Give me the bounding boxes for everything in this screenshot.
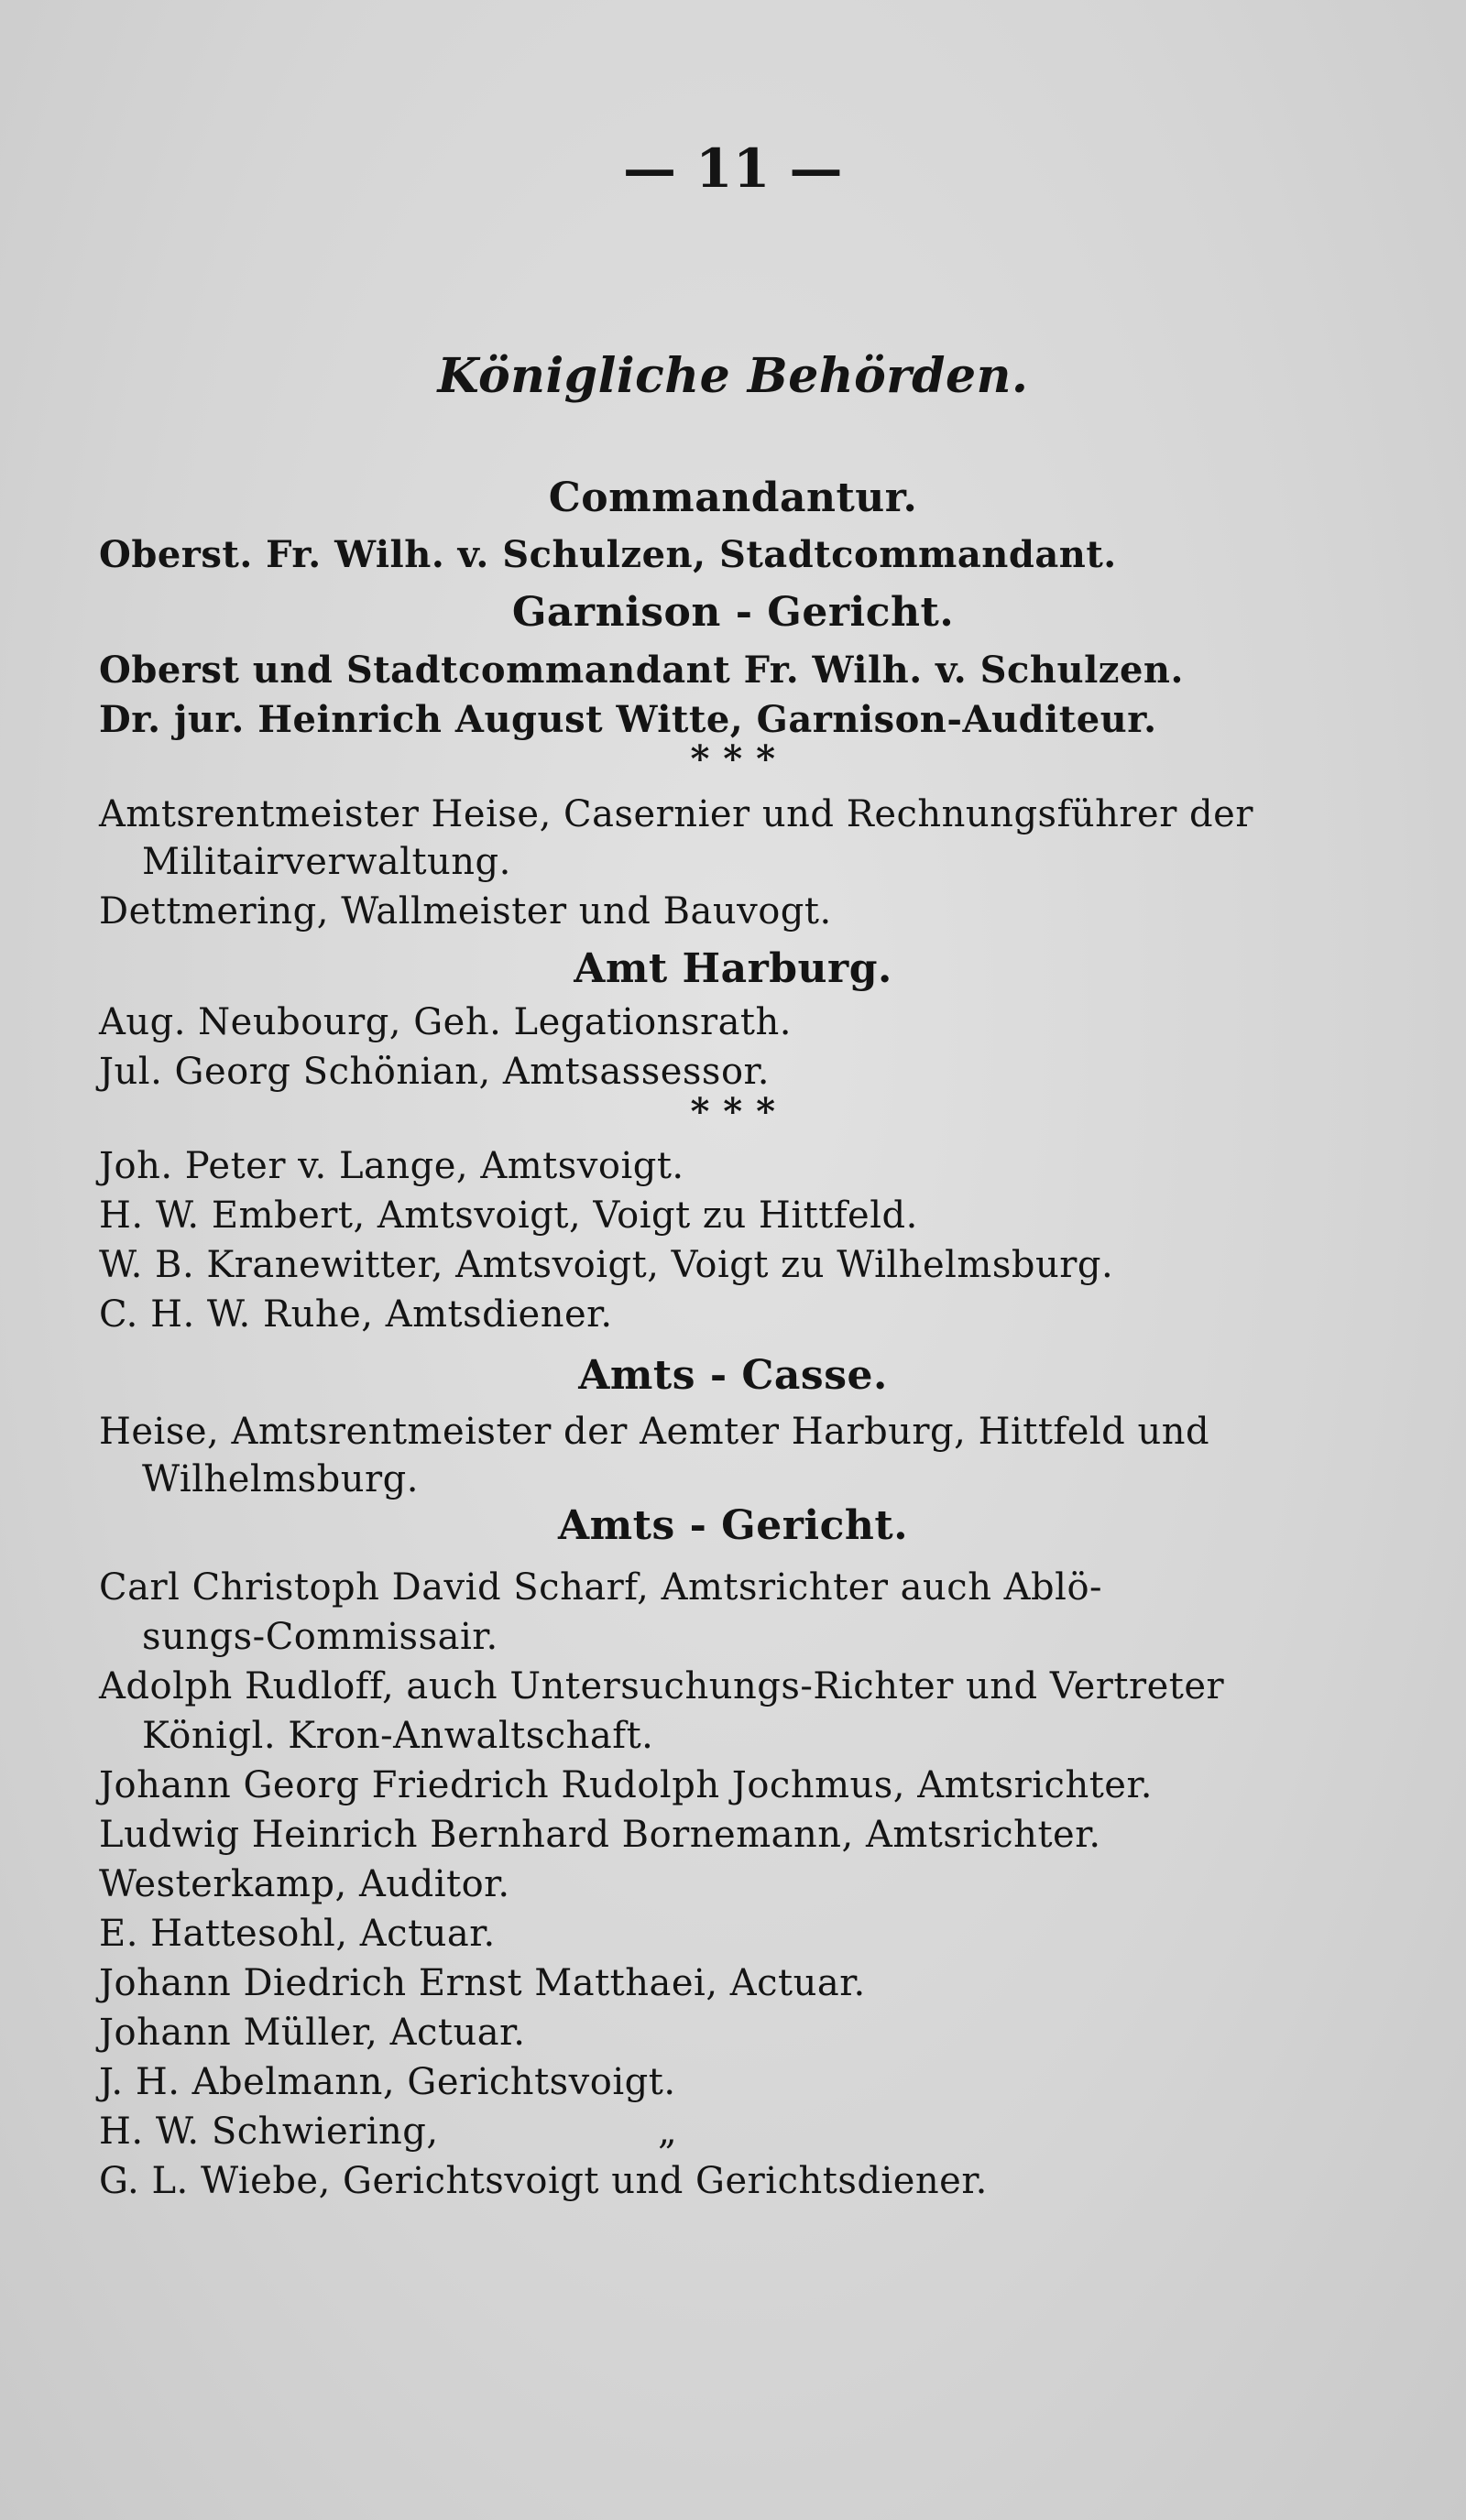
- entry-line: Oberst und Stadtcommandant Fr. Wilh. v. Schulzen.: [99, 649, 1184, 692]
- entry-line: G. L. Wiebe, Gerichtsvoigt und Gerichtsdiener.: [99, 2160, 988, 2202]
- entry-line-continuation: sungs-Commissair.: [142, 1616, 498, 1658]
- entry-line: Joh. Peter v. Lange, Amtsvoigt.: [99, 1145, 684, 1187]
- entry-line: Carl Christoph David Scharf, Amtsrichter auch Ablö-: [99, 1566, 1103, 1609]
- section-heading-garnison-gericht: Garnison - Gericht.: [511, 589, 955, 636]
- ditto-mark: „: [658, 2111, 678, 2153]
- section-heading-amt-harburg: Amt Harburg.: [574, 945, 892, 992]
- entry-line: Amtsrentmeister Heise, Casernier und Rechnungsführer der: [99, 793, 1253, 835]
- page-title: Königliche Behörden.: [437, 348, 1029, 404]
- entry-line: Johann Müller, Actuar.: [99, 2012, 526, 2054]
- entry-line: E. Hattesohl, Actuar.: [99, 1913, 496, 1955]
- entry-line: Heise, Amtsrentmeister der Aemter Harburg, Hittfeld und: [99, 1411, 1210, 1453]
- entry-line: Ludwig Heinrich Bernhard Bornemann, Amtsrichter.: [99, 1814, 1101, 1856]
- entry-line: Dr. jur. Heinrich August Witte, Garnison-Auditeur.: [99, 698, 1157, 741]
- entry-name: H. W. Schwiering,: [99, 2111, 439, 2153]
- asterisk-separator: * * *: [690, 1090, 776, 1133]
- entry-line: Westerkamp, Auditor.: [99, 1863, 510, 1905]
- entry-line: Johann Georg Friedrich Rudolph Jochmus, Amtsrichter.: [99, 1764, 1153, 1806]
- section-heading-amts-casse: Amts - Casse.: [578, 1352, 888, 1399]
- section-heading-commandantur: Commandantur.: [548, 475, 918, 521]
- entry-line: J. H. Abelmann, Gerichtsvoigt.: [99, 2061, 676, 2103]
- entry-line: Johann Diedrich Ernst Matthaei, Actuar.: [99, 1962, 866, 2004]
- entry-line: C. H. W. Ruhe, Amtsdiener.: [99, 1293, 613, 1336]
- entry-line: Oberst. Fr. Wilh. v. Schulzen, Stadtcommandant.: [99, 533, 1117, 576]
- entry-line: [99, 2111, 1290, 2153]
- entry-line-continuation: Wilhelmsburg.: [142, 1458, 419, 1500]
- page-number: — 11 —: [622, 137, 844, 200]
- entry-line: Jul. Georg Schönian, Amtsassessor.: [99, 1051, 770, 1093]
- section-heading-amts-gericht: Amts - Gericht.: [557, 1502, 909, 1549]
- asterisk-separator: * * *: [690, 737, 776, 780]
- entry-line: Aug. Neubourg, Geh. Legationsrath.: [99, 1001, 792, 1043]
- entry-line: Adolph Rudloff, auch Untersuchungs-Richter und Vertreter: [99, 1665, 1225, 1707]
- entry-line: H. W. Embert, Amtsvoigt, Voigt zu Hittfeld.: [99, 1195, 918, 1237]
- entry-line: Dettmering, Wallmeister und Bauvogt.: [99, 890, 832, 933]
- entry-line: W. B. Kranewitter, Amtsvoigt, Voigt zu Wilhelmsburg.: [99, 1244, 1114, 1286]
- entry-line-continuation: Militairverwaltung.: [142, 841, 511, 883]
- entry-line-continuation: Königl. Kron-Anwaltschaft.: [142, 1715, 654, 1757]
